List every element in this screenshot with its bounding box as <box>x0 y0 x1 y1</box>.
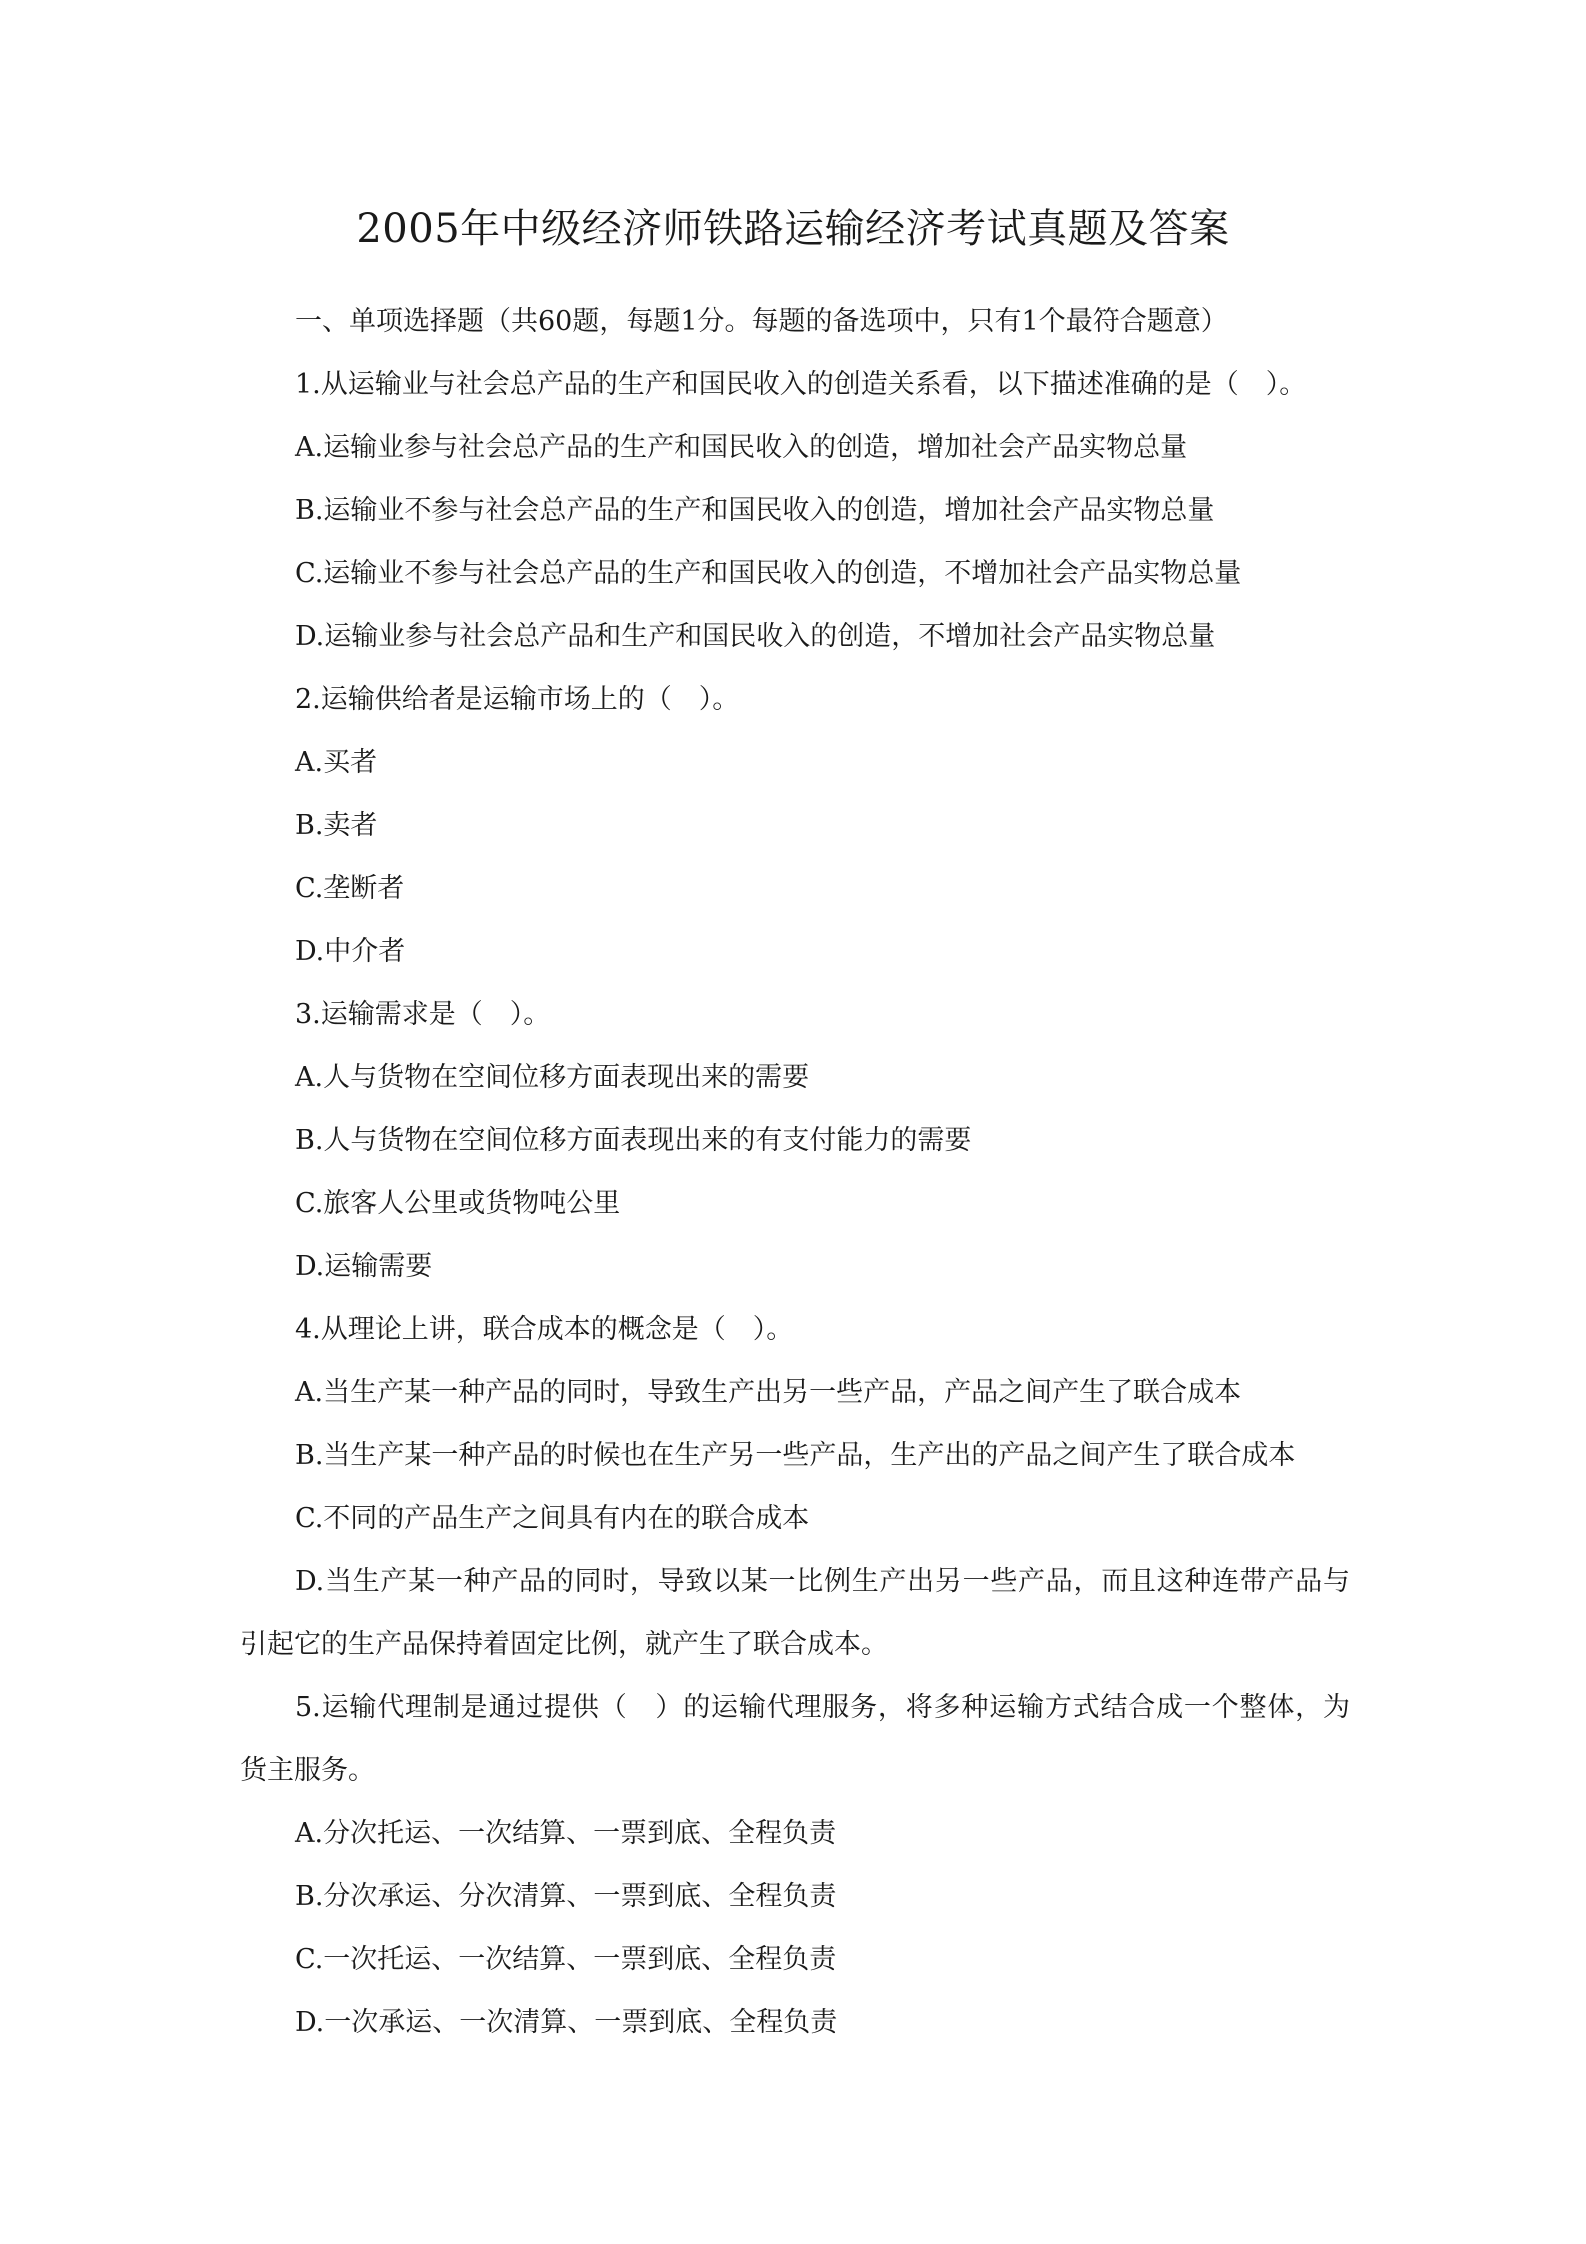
question-stem: 3.运输需求是（ ）。 <box>295 999 551 1030</box>
answer-option: A.分次托运、一次结算、一票到底、全程负责 <box>295 1818 837 1849</box>
section-header: 一、单项选择题（共60题，每题1分。每题的备选项中，只有1个最符合题意） <box>295 306 1228 337</box>
answer-option: C.一次托运、一次结算、一票到底、全程负责 <box>295 1944 837 1975</box>
answer-option: A.人与货物在空间位移方面表现出来的需要 <box>295 1062 810 1093</box>
question-stem-continuation: 货主服务。 <box>240 1755 375 1786</box>
answer-option: C.垄断者 <box>295 873 405 904</box>
answer-option: B.当生产某一种产品的时候也在生产另一些产品，生产出的产品之间产生了联合成本 <box>295 1440 1296 1471</box>
document-title: 2005年中级经济师铁路运输经济考试真题及答案 <box>356 206 1230 252</box>
answer-option: B.人与货物在空间位移方面表现出来的有支付能力的需要 <box>295 1125 972 1156</box>
question-stem: 5.运输代理制是通过提供（ ）的运输代理服务，将多种运输方式结合成一个整体，为 <box>295 1692 1350 1723</box>
question-stem: 1.从运输业与社会总产品的生产和国民收入的创造关系看，以下描述准确的是（ ）。 <box>295 369 1307 400</box>
answer-option: C.运输业不参与社会总产品的生产和国民收入的创造，不增加社会产品实物总量 <box>295 558 1242 589</box>
answer-option-continuation: 引起它的生产品保持着固定比例，就产生了联合成本。 <box>240 1629 888 1660</box>
document-body <box>240 290 1350 2054</box>
answer-option: D.一次承运、一次清算、一票到底、全程负责 <box>295 2007 838 2038</box>
answer-option: B.卖者 <box>295 810 378 841</box>
question-stem: 2.运输供给者是运输市场上的（ ）。 <box>295 684 740 715</box>
answer-option: A.运输业参与社会总产品的生产和国民收入的创造，增加社会产品实物总量 <box>295 432 1188 463</box>
answer-option: D.运输业参与社会总产品和生产和国民收入的创造，不增加社会产品实物总量 <box>295 621 1216 652</box>
answer-option: B.分次承运、分次清算、一票到底、全程负责 <box>295 1881 837 1912</box>
answer-option: D.当生产某一种产品的同时，导致以某一比例生产出另一些产品，而且这种连带产品与 <box>295 1566 1350 1597</box>
answer-option: C.旅客人公里或货物吨公里 <box>295 1188 621 1219</box>
answer-option: C.不同的产品生产之间具有内在的联合成本 <box>295 1503 810 1534</box>
answer-option: B.运输业不参与社会总产品的生产和国民收入的创造，增加社会产品实物总量 <box>295 495 1215 526</box>
answer-option: D.运输需要 <box>295 1251 433 1282</box>
answer-option: A.买者 <box>295 747 378 778</box>
answer-option: A.当生产某一种产品的同时，导致生产出另一些产品，产品之间产生了联合成本 <box>295 1377 1242 1408</box>
question-stem: 4.从理论上讲，联合成本的概念是（ ）。 <box>295 1314 794 1345</box>
answer-option: D.中介者 <box>295 936 406 967</box>
